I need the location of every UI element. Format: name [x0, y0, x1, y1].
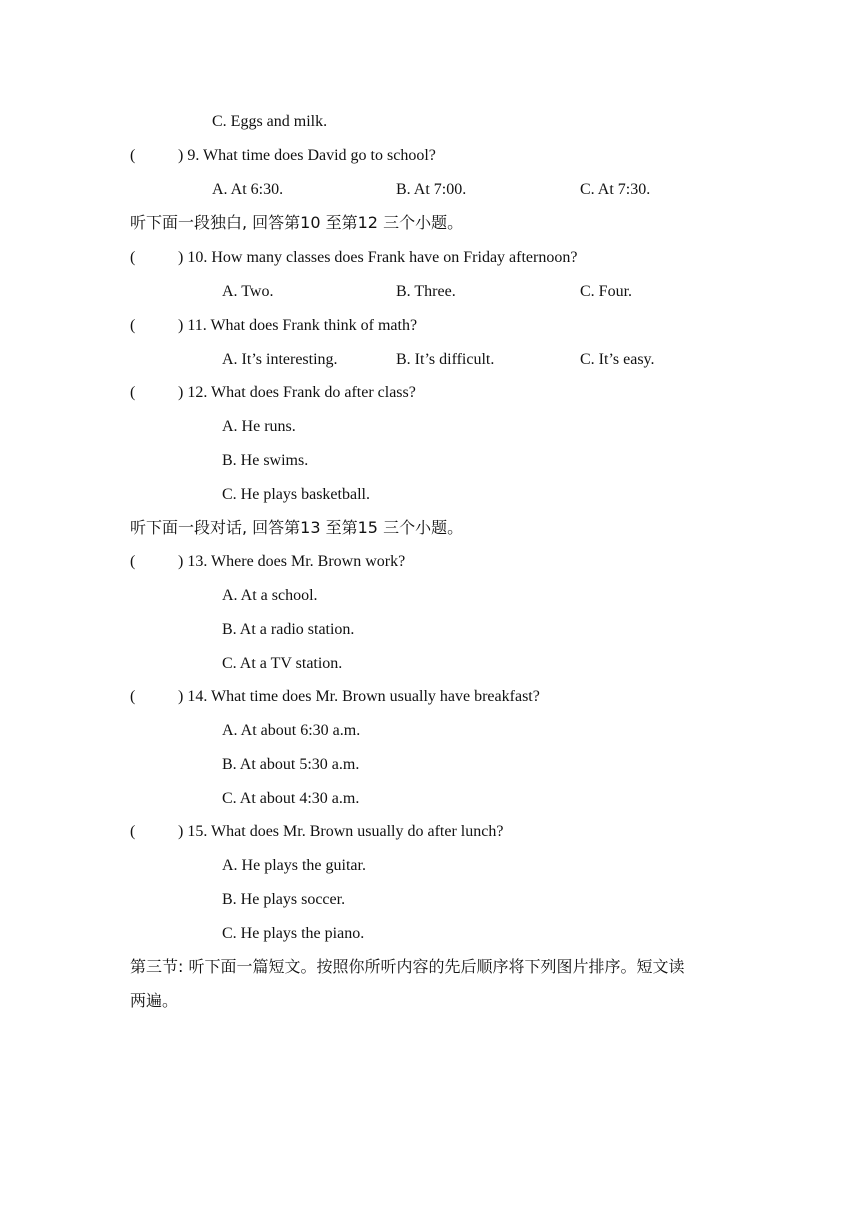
answer-blank-open-paren: ( — [130, 384, 136, 401]
question-11-text: ) 11. What does Frank think of math? — [178, 317, 418, 334]
question-9-text: ) 9. What time does David go to school? — [178, 147, 436, 164]
question-9-option-a: A. At 6:30. — [212, 181, 284, 198]
question-9-option-b: B. At 7:00. — [396, 181, 467, 198]
answer-blank-open-paren: ( — [130, 688, 136, 705]
question-11-option-b: B. It’s difficult. — [396, 351, 495, 368]
question-12-option-a: A. He runs. — [222, 418, 296, 435]
section-instruction-13-15: 听下面一段对话, 回答第13 至第15 三个小题。 — [130, 518, 464, 537]
question-15-option-a: A. He plays the guitar. — [222, 857, 366, 874]
question-14-text: ) 14. What time does Mr. Brown usually have breakfast? — [178, 688, 540, 705]
answer-blank-open-paren: ( — [130, 147, 136, 164]
question-11-option-c: C. It’s easy. — [580, 351, 655, 368]
section-instruction-10-12: 听下面一段独白, 回答第10 至第12 三个小题。 — [130, 213, 464, 232]
question-13-text: ) 13. Where does Mr. Brown work? — [178, 553, 406, 570]
question-10-option-a: A. Two. — [222, 283, 274, 300]
question-14-option-b: B. At about 5:30 a.m. — [222, 756, 360, 773]
question-14-option-c: C. At about 4:30 a.m. — [222, 790, 360, 807]
question-10-option-b: B. Three. — [396, 283, 456, 300]
question-8-option-c: C. Eggs and milk. — [212, 113, 328, 130]
question-15-option-c: C. He plays the piano. — [222, 925, 365, 942]
section-3-instruction-line-1: 第三节: 听下面一篇短文。按照你所听内容的先后顺序将下列图片排序。短文读 — [130, 957, 685, 976]
question-12-text: ) 12. What does Frank do after class? — [178, 384, 416, 401]
answer-blank-open-paren: ( — [130, 249, 136, 266]
answer-blank-open-paren: ( — [130, 553, 136, 570]
question-15-text: ) 15. What does Mr. Brown usually do after lunch? — [178, 823, 504, 840]
question-13-option-c: C. At a TV station. — [222, 655, 343, 672]
question-10-option-c: C. Four. — [580, 283, 633, 300]
answer-blank-open-paren: ( — [130, 823, 136, 840]
question-11-option-a: A. It’s interesting. — [222, 351, 338, 368]
question-10-text: ) 10. How many classes does Frank have on Friday afternoon? — [178, 249, 578, 266]
question-14-option-a: A. At about 6:30 a.m. — [222, 722, 361, 739]
question-12-option-b: B. He swims. — [222, 452, 309, 469]
question-15-option-b: B. He plays soccer. — [222, 891, 346, 908]
question-12-option-c: C. He plays basketball. — [222, 486, 370, 503]
question-9-option-c: C. At 7:30. — [580, 181, 651, 198]
answer-blank-open-paren: ( — [130, 317, 136, 334]
question-13-option-a: A. At a school. — [222, 587, 318, 604]
question-13-option-b: B. At a radio station. — [222, 621, 355, 638]
section-3-instruction-line-2: 两遍。 — [130, 991, 179, 1010]
